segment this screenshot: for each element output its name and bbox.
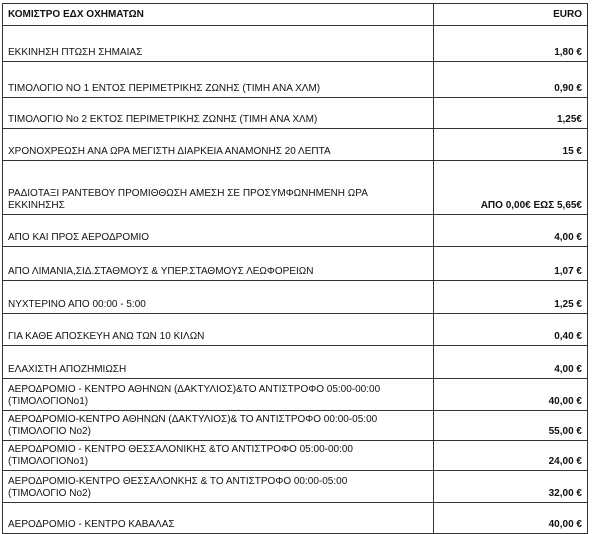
fare-description: ΑΠΟ ΛΙΜΑΝΙΑ,ΣΙΔ.ΣΤΑΘΜΟΥΣ & ΥΠΕΡ.ΣΤΑΘΜΟΥΣ ΛΕΩΦΟΡΕΙΩΝ: [3, 247, 434, 281]
table-row: [3, 247, 588, 281]
fare-price: 15 €: [434, 129, 588, 161]
table-row: [3, 379, 588, 411]
table-row: [3, 503, 588, 534]
fare-description: ΑΕΡΟΔΡΟΜΙΟ - ΚΕΝΤΡΟ ΑΘΗΝΩΝ (ΔΑΚΤΥΛΙΟΣ)&ΤΟ ΑΝΤΙΣΤΡΟΦΟ 05:00-00:00 (ΤΙΜΟΛΟΓΙΟΝο1): [3, 379, 434, 411]
table-row: [3, 411, 588, 441]
fare-price: 4,00 €: [434, 215, 588, 247]
fare-price: 55,00 €: [434, 411, 588, 441]
fare-description: ΑΠΟ ΚΑΙ ΠΡΟΣ ΑΕΡΟΔΡΟΜΙΟ: [3, 215, 434, 247]
fare-price: ΑΠΟ 0,00€ ΕΩΣ 5,65€: [434, 161, 588, 215]
fare-price: 1,80 €: [434, 26, 588, 62]
fare-description: ΑΕΡΟΔΡΟΜΙΟ - ΚΕΝΤΡΟ ΚΑΒΑΛΑΣ: [3, 503, 434, 534]
table-row: [3, 281, 588, 314]
fare-description: ΧΡΟΝΟΧΡΕΩΣΗ ΑΝΑ ΩΡΑ ΜΕΓΙΣΤΗ ΔΙΑΡΚΕΙΑ ΑΝΑΜΟΝΗΣ 20 ΛΕΠΤΑ: [3, 129, 434, 161]
fare-price: 1,25 €: [434, 281, 588, 314]
fare-description: ΑΕΡΟΔΡΟΜΙΟ - ΚΕΝΤΡΟ ΘΕΣΣΑΛΟΝΙΚΗΣ &ΤΟ ΑΝΤΙΣΤΡΟΦΟ 05:00-00:00 (ΤΙΜΟΛΟΓΙΟΝο1): [3, 441, 434, 471]
fare-description: ΡΑΔΙΟΤΑΞΙ ΡΑΝΤΕΒΟΥ ΠΡΟΜΙΘΘΩΣΗ ΑΜΕΣΗ ΣΕ ΠΡΟΣΥΜΦΩΝΗΜΕΝΗ ΩΡΑ ΕΚΚΙΝΗΣΗΣ: [3, 161, 434, 215]
table-row: [3, 129, 588, 161]
fare-price: 0,40 €: [434, 314, 588, 346]
fare-price: 24,00 €: [434, 441, 588, 471]
fare-table: [2, 3, 588, 534]
fare-price: 1,07 €: [434, 247, 588, 281]
fare-description: ΑΕΡΟΔΡΟΜΙΟ-ΚΕΝΤΡΟ ΘΕΣΣΑΛΟΝΚΗΣ & ΤΟ ΑΝΤΙΣΤΡΟΦΟ 00:00-05:00 (ΤΙΜΟΛΟΓΙΟ Νο2): [3, 471, 434, 503]
fare-description: ΕΛΑΧΙΣΤΗ ΑΠΟΖΗΜΙΩΣΗ: [3, 346, 434, 379]
table-row: [3, 215, 588, 247]
table-row: [3, 62, 588, 98]
table-row: [3, 26, 588, 62]
table-row: [3, 346, 588, 379]
table-title: ΚΟΜΙΣΤΡΟ ΕΔΧ ΟΧΗΜΑΤΩΝ: [3, 4, 434, 26]
fare-price: 40,00 €: [434, 503, 588, 534]
currency-header: EURO: [434, 4, 588, 26]
fare-description: ΝΥΧΤΕΡΙΝΟ ΑΠΟ 00:00 - 5:00: [3, 281, 434, 314]
fare-description: ΤΙΜΟΛΟΓΙΟ ΝΟ 1 ΕΝΤΟΣ ΠΕΡΙΜΕΤΡΙΚΗΣ ΖΩΝΗΣ (ΤΙΜΗ ΑΝΑ ΧΛΜ): [3, 62, 434, 98]
table-row: [3, 161, 588, 215]
fare-description: ΤΙΜΟΛΟΓΙΟ Νο 2 ΕΚΤΟΣ ΠΕΡΙΜΕΤΡΙΚΗΣ ΖΩΝΗΣ (ΤΙΜΗ ΑΝΑ ΧΛΜ): [3, 98, 434, 129]
fare-price: 40,00 €: [434, 379, 588, 411]
fare-description: ΓΙΑ ΚΑΘΕ ΑΠΟΣΚΕΥΗ ΑΝΩ ΤΩΝ 10 ΚΙΛΩΝ: [3, 314, 434, 346]
fare-price: 32,00 €: [434, 471, 588, 503]
fare-price: 1,25€: [434, 98, 588, 129]
fare-description: ΕΚΚΙΝΗΣΗ ΠΤΩΣΗ ΣΗΜΑΙΑΣ: [3, 26, 434, 62]
table-row: [3, 98, 588, 129]
table-row: [3, 441, 588, 471]
fare-description: ΑΕΡΟΔΡΟΜΙΟ-ΚΕΝΤΡΟ ΑΘΗΝΩΝ (ΔΑΚΤΥΛΙΟΣ)& ΤΟ ΑΝΤΙΣΤΡΟΦΟ 00:00-05:00 (ΤΙΜΟΛΟΓΙΟ Νο2): [3, 411, 434, 441]
table-row: [3, 314, 588, 346]
fare-price: 0,90 €: [434, 62, 588, 98]
table-row: [3, 471, 588, 503]
fare-price: 4,00 €: [434, 346, 588, 379]
table-header-row: [3, 4, 588, 26]
